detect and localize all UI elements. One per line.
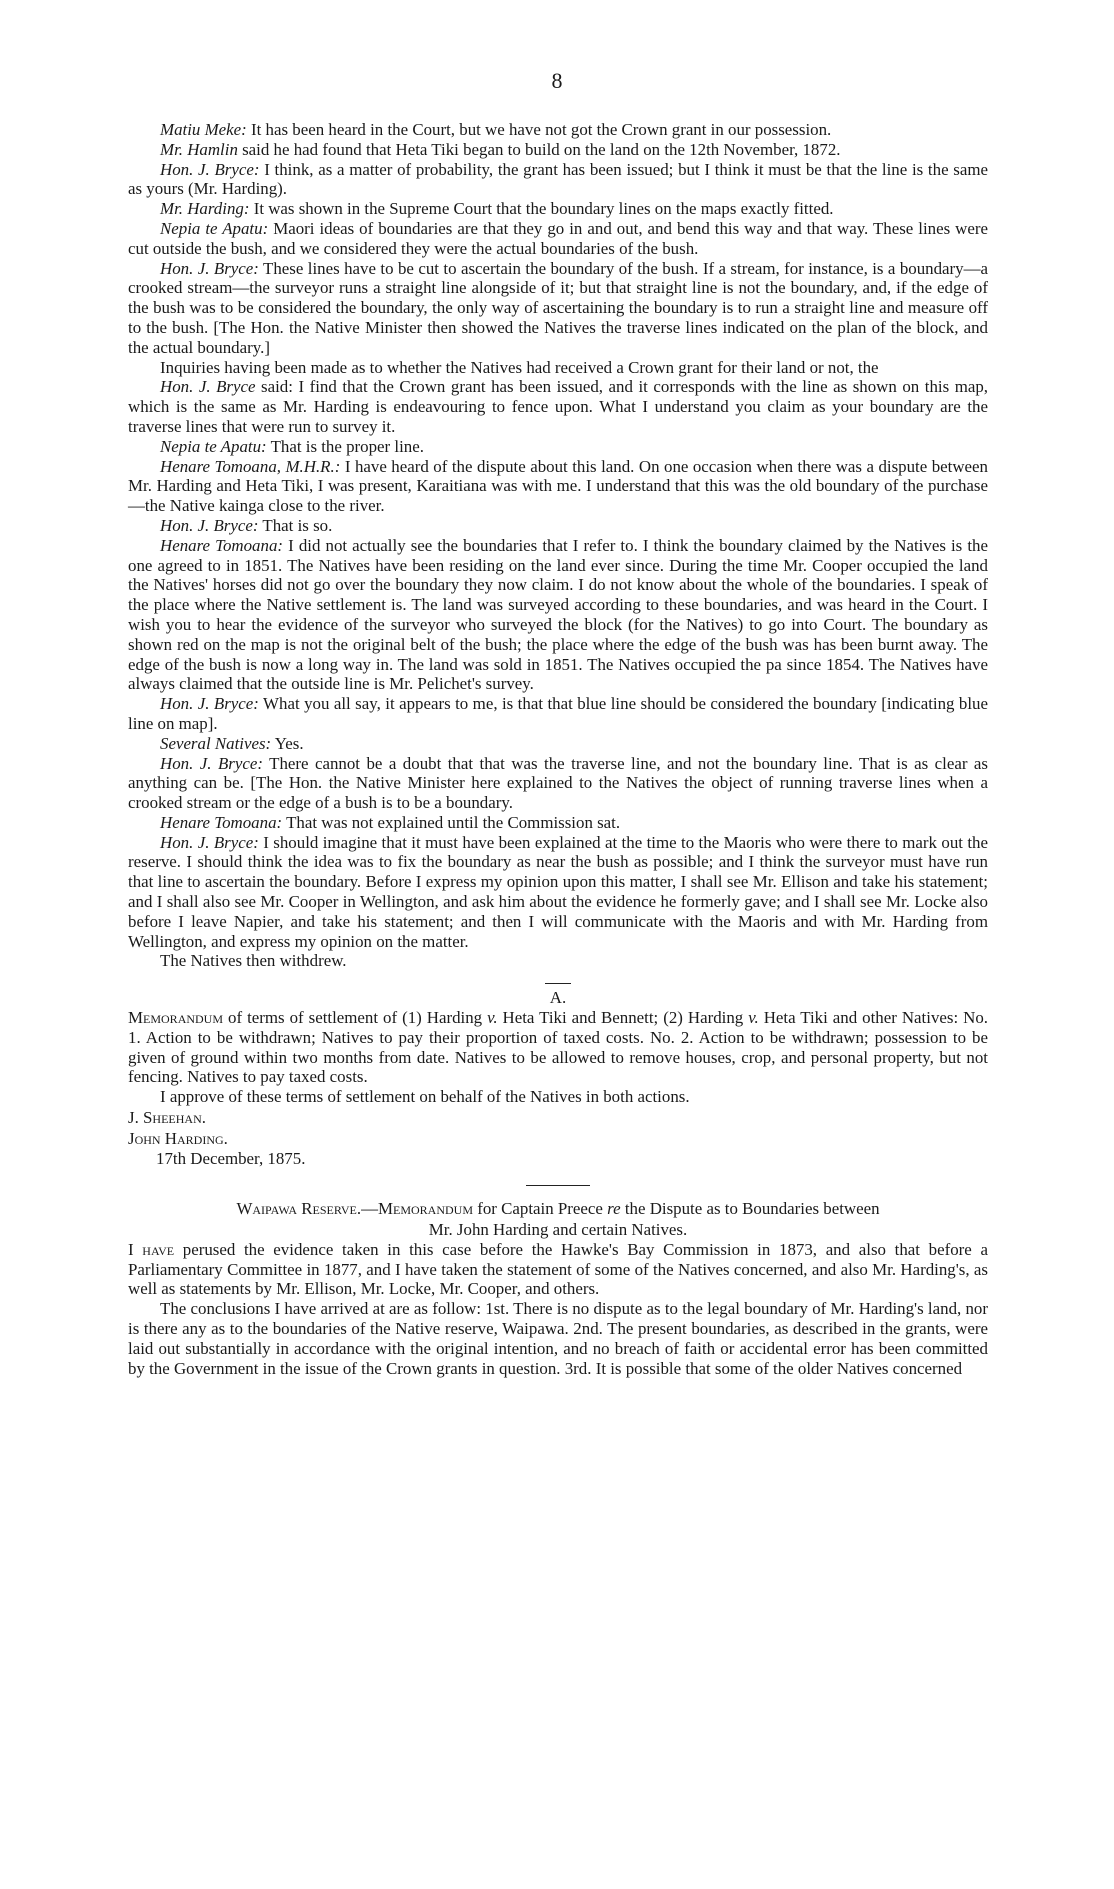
paragraph-text: There cannot be a doubt that that was the traverse line, and not the boundary line. That is as clear as anything can be. [The Hon. the Native Minister here explained to the Natives the object of running traverse lines when a crooked stream or the edge of a bush is to be a boundary. bbox=[128, 753, 989, 813]
waipawa-paragraph: The conclusions I have arrived at are as follow: 1st. There is no dispute as to the legal boundary of Mr. Harding's land, nor is there any as to the boundaries of the Native reserve, Waipawa. 2nd. The present boundaries, as described in the grants, were laid out substantially in accordance with the original intention, and no breach of faith or accidental error has been committed by the Government in the issue of the Crown grants in question. 3rd. It is possible that some of the older Natives concerned bbox=[128, 1299, 988, 1378]
paragraph-text: said: I find that the Crown grant has been issued, and it corresponds with the line as shown on this map, which is the same as Mr. Harding is endeavouring to fence upon. What I understand you claim as your boundary are the traverse lines that were run to survey it. bbox=[128, 377, 989, 436]
paragraph bbox=[128, 536, 988, 694]
paragraph-text: I have heard of the dispute about this land. On one occasion when there was a dispute between Mr. Harding and Heta Tiki, I was present, Karaitiana was with me. I understand that this was the old boundary of the purchase—the Native kainga close to the river. bbox=[128, 456, 988, 516]
paragraph bbox=[128, 437, 988, 457]
paragraph bbox=[128, 358, 988, 378]
title-text: the Dispute as to Boundaries between bbox=[620, 1198, 880, 1218]
paragraph-text: I did not actually see the boundaries that I refer to. I think the boundary claimed by the Natives is the one agreed to in 1851. The Natives have been residing on the land ever since. During the time Mr. Cooper occupied the land the Natives' horses did not go over the boundary they now claim. I do not know about the whole of the boundaries. I speak of the place where the Native settlement is. The land was surveyed according to these boundaries, and was heard in the Court. I wish you to hear the evidence of the surveyor who surveyed the block (for the Natives) to go into Court. The boundary as shown red on the map is not the original belt of the bush; the place where the edge of the bush was has been burnt away. The edge of the bush is now a long way in. The land was sold in 1851. The Natives occupied the pa since 1854. The Natives have always claimed that the outside line is Mr. Pelichet's survey. bbox=[128, 535, 988, 694]
paragraph bbox=[128, 813, 988, 833]
versus-abbrev: v. bbox=[748, 1008, 759, 1028]
speaker-name: Nepia te Apatu: bbox=[160, 436, 267, 456]
title-text: for Captain Preece bbox=[473, 1198, 608, 1218]
speaker-name: Hon. J. Bryce: bbox=[160, 515, 259, 535]
paragraph-text: It has been heard in the Court, but we have not got the Crown grant in our possession. bbox=[246, 120, 832, 139]
page-number: 8 bbox=[551, 68, 563, 93]
memorandum-date: 17th December, 1875. bbox=[156, 1149, 306, 1169]
paragraph-text: perused the evidence taken in this case before the Hawke's Bay Commission in 1873, and also that before a Parliamentary Committee in 1877, and I have taken the statement of some of the Natives concerned, and also Mr. Harding's, as well as statements by Mr. Ellison, Mr. Locke, Mr. Cooper, and others. bbox=[128, 1239, 988, 1299]
speaker-name: Hon. J. Bryce: bbox=[160, 159, 260, 179]
paragraph-text: Yes. bbox=[271, 733, 304, 753]
waipawa-paragraph bbox=[128, 1240, 988, 1299]
memorandum-lead: Memorandum bbox=[128, 1008, 224, 1028]
paragraph bbox=[128, 259, 988, 358]
paragraph-text: I should imagine that it must have been explained at the time to the Maoris who were there to mark out the reserve. I should think the idea was to fix the boundary as near the bush as possible; and I think the surveyor must have run that line to ascertain the boundary. Before I express my opinion upon this matter, I shall see Mr. Ellison and take his statement; and I shall also see Mr. Cooper in Wellington, and ask him about the evidence he formerly gave; and I shall see Mr. Locke also before I leave Napier, and take his statement; and then I will communicate with the Maoris and with Mr. Harding from Wellington, and express my opinion on the matter. bbox=[128, 832, 989, 951]
paragraph-text: That is the proper line. bbox=[266, 436, 424, 456]
approval-line: I approve of these terms of settlement on behalf of the Natives in both actions. bbox=[160, 1087, 690, 1107]
section-divider bbox=[545, 983, 571, 984]
paragraph bbox=[128, 120, 988, 140]
paragraph bbox=[128, 734, 988, 754]
minutes-of-meeting bbox=[128, 120, 988, 971]
waipawa-title bbox=[128, 1198, 988, 1240]
speaker-name: Mr. Harding: bbox=[160, 199, 250, 219]
paragraph-text: Inquiries having been made as to whether the Natives had received a Crown grant for their land or not, the bbox=[160, 357, 879, 377]
paragraph bbox=[128, 160, 988, 200]
paragraph-text: What you all say, it appears to me, is that that blue line should be considered the boundary [indicating blue line on map]. bbox=[128, 694, 988, 733]
speaker-name: Henare Tomoana: bbox=[160, 812, 283, 832]
paragraph bbox=[128, 199, 988, 219]
paragraph-text: That is so. bbox=[258, 515, 333, 535]
paragraph-lead: I have bbox=[128, 1239, 175, 1259]
speaker-name: Matiu Meke: bbox=[160, 120, 247, 139]
section-divider bbox=[526, 1185, 590, 1186]
speaker-name: Mr. Hamlin bbox=[160, 139, 238, 159]
paragraph bbox=[128, 140, 988, 160]
signature-sheehan: J. Sheehan. bbox=[128, 1108, 206, 1128]
signature-harding: John Harding. bbox=[128, 1129, 228, 1149]
memorandum-text: of terms of settlement of (1) Harding bbox=[223, 1008, 488, 1028]
paragraph bbox=[128, 219, 988, 259]
paragraph bbox=[128, 377, 988, 436]
speaker-name: Hon. J. Bryce bbox=[160, 377, 256, 397]
paragraph-text: The Natives then withdrew. bbox=[160, 951, 347, 971]
speaker-name: Henare Tomoana, M.H.R.: bbox=[160, 456, 341, 476]
memorandum-paragraph bbox=[128, 1008, 988, 1087]
memorandum-text: Heta Tiki and other Natives: No. 1. Action to be withdrawn; Natives to pay their proportion of taxed costs. No. 2. Action to be withdrawn; possession to be given of ground within two months from date. Natives to be allowed to remove houses, crop, and personal property, but not fencing. Natives to pay taxed costs. bbox=[128, 1008, 988, 1087]
paragraph-text: said he had found that Heta Tiki began to build on the land on the 12th November, 1872. bbox=[237, 139, 841, 159]
paragraph bbox=[128, 754, 988, 813]
text-column bbox=[128, 120, 988, 1378]
speaker-name: Hon. J. Bryce: bbox=[160, 258, 259, 278]
memorandum-text: Heta Tiki and Bennett; (2) Harding bbox=[497, 1008, 749, 1028]
paragraph-text: That was not explained until the Commission sat. bbox=[282, 812, 621, 832]
paragraph-text: Maori ideas of boundaries are that they go in and out, and bend this way and that way. These lines were cut outside the bush, and we considered they were the actual boundaries of the bush. bbox=[128, 218, 988, 258]
speaker-name: Hon. J. Bryce: bbox=[160, 753, 263, 773]
paragraph bbox=[128, 694, 988, 734]
section-heading: A. bbox=[549, 988, 567, 1008]
speaker-name: Hon. J. Bryce: bbox=[160, 694, 259, 714]
title-lead: Waipawa Reserve. bbox=[236, 1198, 362, 1218]
versus-abbrev: v. bbox=[487, 1008, 498, 1028]
paragraph-text: I think, as a matter of probability, the grant has been issued; but I think it must be that the line is the same as yours (Mr. Harding). bbox=[128, 159, 988, 199]
speaker-name: Several Natives: bbox=[160, 733, 272, 753]
paragraph-text: It was shown in the Supreme Court that the boundary lines on the maps exactly fitted. bbox=[249, 199, 834, 219]
paragraph bbox=[128, 951, 988, 971]
paragraph bbox=[128, 516, 988, 536]
paragraph bbox=[128, 457, 988, 516]
title-line-two: Mr. John Harding and certain Natives. bbox=[428, 1219, 688, 1239]
title-re: re bbox=[607, 1198, 621, 1218]
speaker-name: Henare Tomoana: bbox=[160, 535, 284, 555]
paragraph-text: These lines have to be cut to ascertain the boundary of the bush. If a stream, for instance, is a boundary—a crooked stream—the surveyor runs a straight line alongside of it; but that straight line is not the boundary, and, if the edge of the bush was to be considered the boundary, the only way of ascertaining the boundary is to run a straight line and measure off to the bush. [The Hon. the Native Minister then showed the Natives the traverse lines indicated on the plan of the block, and the actual boundary.] bbox=[128, 258, 989, 357]
speaker-name: Hon. J. Bryce: bbox=[160, 832, 259, 852]
speaker-name: Nepia te Apatu: bbox=[160, 218, 269, 238]
title-memo: —Memorandum bbox=[361, 1198, 474, 1218]
paragraph bbox=[128, 833, 988, 952]
